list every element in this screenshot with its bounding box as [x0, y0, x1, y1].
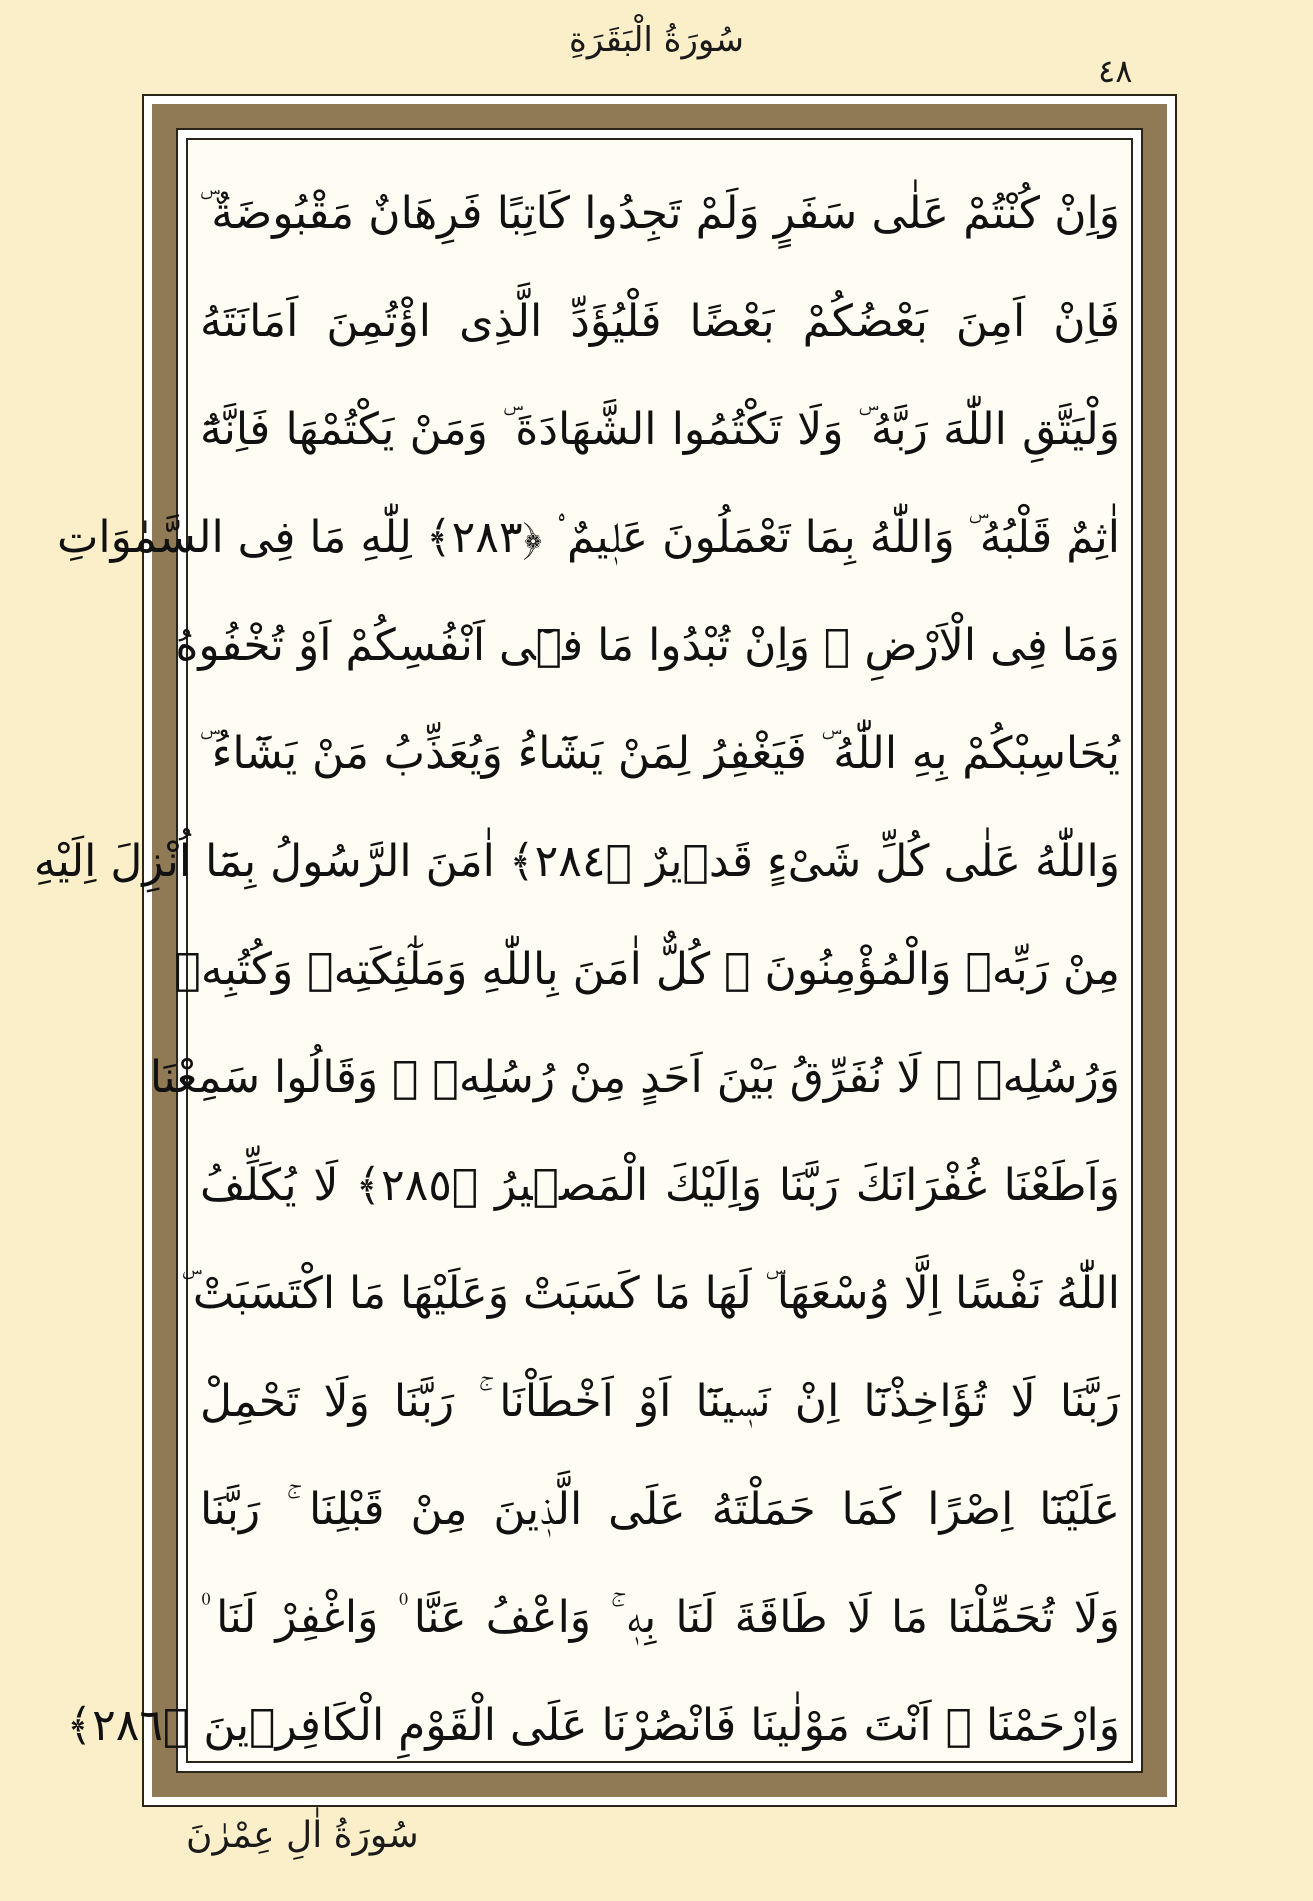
- verse-line: عَلَيْنَٓا اِصْرًا كَمَا حَمَلْتَهُ عَلَى الَّذٖينَ مِنْ قَبْلِنَا ۚ رَبَّنَا: [200, 1484, 1120, 1535]
- page-number: ٤٨: [1098, 52, 1133, 90]
- next-surah-title: سُورَةُ اٰلِ عِمْرٰنَ: [186, 1815, 419, 1856]
- verse-line: وَارْحَمْنَا ۠ اَنْتَ مَوْلٰينَا فَانْصُرْنَا عَلَى الْقَوْمِ الْكَافِرٖينَ ﴿٢٨٦﴾: [66, 1700, 1120, 1751]
- verse-lines: [33, 160, 1120, 1780]
- verse-line: وَاللّٰهُ عَلٰى كُلِّ شَیْءٍ قَدٖيرٌ ﴿٢٨٤﴾ اٰمَنَ الرَّسُولُ بِمَٓا اُنْزِلَ اِلَيْهِ: [33, 836, 1120, 887]
- surah-title: سُورَةُ الْبَقَرَةِ: [569, 20, 744, 60]
- verse-line: رَبَّنَا لَا تُؤَاخِذْنَٓا اِنْ نَسٖينَٓا اَوْ اَخْطَاْنَا ۚ رَبَّنَا وَلَا تَحْمِلْ: [200, 1376, 1120, 1427]
- verse-line: مِنْ رَبِّهٖ وَالْمُؤْمِنُونَ ۜ كُلٌّ اٰمَنَ بِاللّٰهِ وَمَلٰٓئِكَتِهٖ وَكُتُبِهٖ: [174, 944, 1120, 995]
- verse-line: اللّٰهُ نَفْسًا اِلَّا وُسْعَهَا ۜ لَهَا مَا كَسَبَتْ وَعَلَيْهَا مَا اكْتَسَبَتْ ۜ: [181, 1268, 1120, 1319]
- verse-line: وَلْيَتَّقِ اللّٰهَ رَبَّهُ ۜ وَلَا تَكْتُمُوا الشَّهَادَةَ ۜ وَمَنْ يَكْتُمْهَا فَاِنَّهُٓ: [200, 404, 1120, 455]
- verse-line: يُحَاسِبْكُمْ بِهِ اللّٰهُ ۜ فَيَغْفِرُ لِمَنْ يَشَٓاءُ وَيُعَذِّبُ مَنْ يَشَٓاءُ ۜ: [200, 728, 1120, 779]
- verse-line: وَلَا تُحَمِّلْنَا مَا لَا طَاقَةَ لَنَا بِهٖ ۚ وَاعْفُ عَنَّا ۠ وَاغْفِرْ لَنَا ۠: [200, 1592, 1120, 1643]
- verse-line: وَاِنْ كُنْتُمْ عَلٰى سَفَرٍ وَلَمْ تَجِدُوا كَاتِبًا فَرِهَانٌ مَقْبُوضَةٌ ۜ: [200, 188, 1120, 239]
- verse-line: وَرُسُلِهٖ ۜ لَا نُفَرِّقُ بَيْنَ اَحَدٍ مِنْ رُسُلِهٖ ۠ وَقَالُوا سَمِعْنَا: [149, 1052, 1120, 1103]
- verse-line: وَاَطَعْنَا غُفْرَانَكَ رَبَّنَا وَاِلَيْكَ الْمَصٖيرُ ﴿٢٨٥﴾ لَا يُكَلِّفُ: [200, 1160, 1120, 1211]
- verse-line: فَاِنْ اَمِنَ بَعْضُكُمْ بَعْضًا فَلْيُؤَدِّ الَّذِى اؤْتُمِنَ اَمَانَتَهُ: [200, 296, 1120, 347]
- verse-line: اٰثِمٌ قَلْبُهُ ۜ وَاللّٰهُ بِمَا تَعْمَلُونَ عَلٖيمٌ ۟ ﴿٢٨٣﴾ لِلّٰهِ مَا فِى السَّمٰوَاتِ: [57, 512, 1120, 563]
- verse-line: وَمَا فِى الْاَرْضِ ۜ وَاِنْ تُبْدُوا مَا فٖٓى اَنْفُسِكُمْ اَوْ تُخْفُوهُ: [175, 620, 1120, 671]
